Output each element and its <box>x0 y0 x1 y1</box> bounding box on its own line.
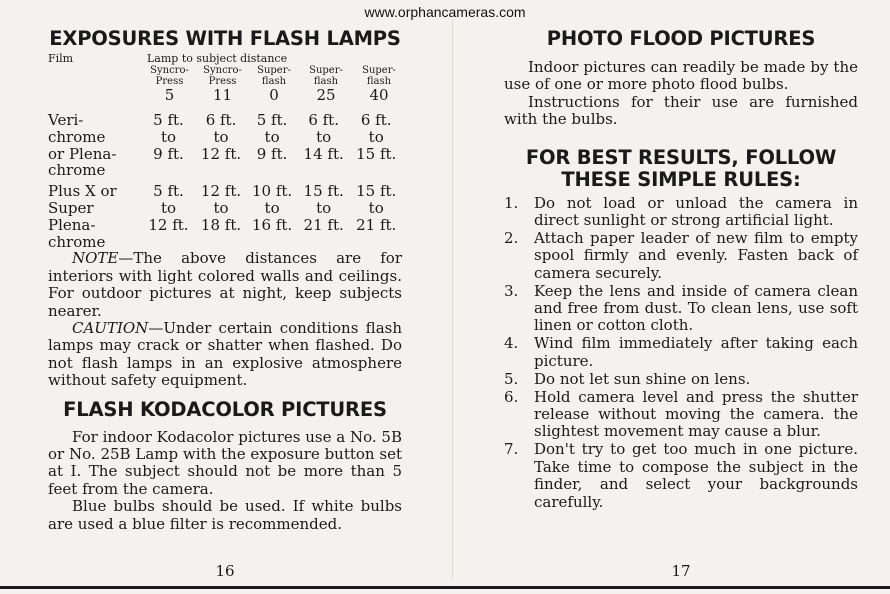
lamp-column: Super- flash 40 <box>362 65 396 104</box>
lamp-column: Super- flash 25 <box>309 65 343 104</box>
kodacolor-paragraph-1: For indoor Kodacolor pictures use a No. 5B or No. 25B Lamp with the exposure button set at I. The subject should not be more than 5 feet from the camera. <box>48 427 402 498</box>
note-paragraph <box>48 250 402 320</box>
film-name: Veri- chrome or Plena- chrome <box>48 111 117 180</box>
distance-cell: 5 ft. to 9 ft. <box>153 111 184 163</box>
caution-label: CAUTION <box>72 319 149 337</box>
rule-item: 4. Wind film immediately after taking each picture. <box>504 334 858 370</box>
kodacolor-paragraph-2: Blue bulbs should be used. If white bulbs are used a blue filter is recommended. <box>48 497 402 533</box>
caution-paragraph <box>48 320 402 390</box>
caution-text: —Under certain conditions flash lamps may crack or shatter when flashed. Do not flash lamps in an explosive atmosphere without safety equipment. <box>48 319 402 390</box>
distance-cell: 5 ft. to 9 ft. <box>256 111 288 163</box>
bottom-edge-line <box>0 586 890 589</box>
lamp-distance-label: Lamp to subject distance <box>147 52 288 65</box>
exposure-table-header <box>48 52 402 112</box>
lamp-column: Syncro- Press 5 <box>150 65 189 104</box>
distance-cell: 15 ft. to 21 ft. <box>303 182 344 234</box>
rule-item: 7. Don't try to get too much in one picture. Take time to compose the subject in the finder, and select your backgrounds carefully. <box>504 440 858 511</box>
rule-item: 3. Keep the lens and inside of camera clean and free from dust. To clean lens, use soft linen or cotton cloth. <box>504 281 858 335</box>
film-group-verichrome <box>48 112 402 179</box>
photo-flood-paragraph-1: Indoor pictures can readily be made by the use of one or more photo flood bulbs. <box>504 58 858 94</box>
note-text: —The above distances are for interiors with light colored walls and ceilings. For outdoor pictures at night, keep subjects nearer. <box>48 249 402 320</box>
lamp-column: Super- flash 0 <box>257 65 291 104</box>
page-number-right: 17 <box>671 562 691 580</box>
rules-list <box>504 195 858 511</box>
film-column-label: Film <box>48 52 74 65</box>
photo-flood-paragraph-2: Instructions for their use are furnished with the bulbs. <box>504 92 858 129</box>
rule-item: 2. Attach paper leader of new film to empty spool firmly and evenly. Fasten back of camera securely. <box>504 228 858 282</box>
film-group-plus-x <box>48 183 402 250</box>
rule-item: 1. Do not load or unload the camera in direct sunlight or strong artificial light. <box>504 193 858 230</box>
distance-cell: 10 ft. to 16 ft. <box>251 182 293 234</box>
kodacolor-title: FLASH KODACOLOR PICTURES <box>63 397 387 421</box>
rules-title: FOR BEST RESULTS, FOLLOW THESE SIMPLE RULES: <box>525 145 837 191</box>
page-number-left: 16 <box>215 562 235 580</box>
distance-cell: 6 ft. to 12 ft. <box>200 111 242 163</box>
source-url: www.orphancameras.com <box>364 4 526 20</box>
note-label: NOTE <box>72 249 119 268</box>
rule-item: 5. Do not let sun shine on lens. <box>504 369 751 388</box>
lamp-column: Syncro- Press 11 <box>203 65 242 104</box>
distance-cell: 6 ft. to 15 ft. <box>356 111 397 163</box>
distance-cell: 15 ft. to 21 ft. <box>356 182 397 234</box>
film-name: Plus X or Super Plena- chrome <box>48 182 117 251</box>
rule-item: 6. Hold camera level and press the shutter release without moving the camera. the slightest movement may cause a blur. <box>504 387 858 441</box>
distance-cell: 5 ft. to 12 ft. <box>148 182 189 234</box>
right-page <box>504 27 858 580</box>
left-page <box>48 27 402 580</box>
page-gutter <box>452 20 453 580</box>
distance-cell: 6 ft. to 14 ft. <box>303 111 344 163</box>
photo-flood-title: PHOTO FLOOD PICTURES <box>546 27 816 50</box>
flash-lamps-title: EXPOSURES WITH FLASH LAMPS <box>49 27 401 50</box>
distance-cell: 12 ft. to 18 ft. <box>200 182 242 234</box>
